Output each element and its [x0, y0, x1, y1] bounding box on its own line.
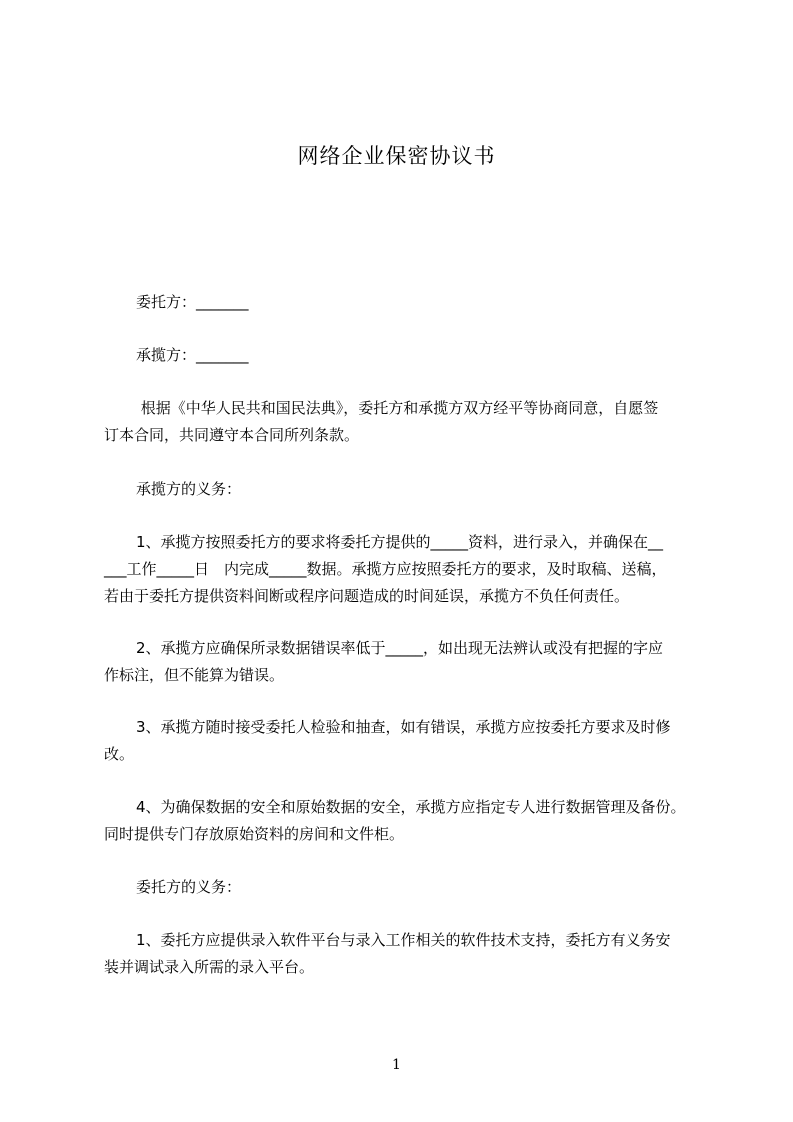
contractor-item-3-line-1: 3、承揽方随时接受委托人检验和抽查，如有错误，承揽方应按委托方要求及时修: [136, 718, 671, 736]
contractor-item-1-line-1: 1、承揽方按照委托方的要求将委托方提供的_____资料，进行录入，并确保在__: [136, 533, 664, 551]
client-item-1-line-1: 1、委托方应提供录入软件平台与录入工作相关的软件技术支持，委托方有义务安: [136, 931, 671, 949]
intro-line-2: 订本合同，共同遵守本合同所列条款。: [104, 426, 360, 444]
contractor-item-1-line-3: 若由于委托方提供资料间断或程序问题造成的时间延误，承揽方不负任何责任。: [104, 587, 630, 605]
client-duties-heading: 委托方的义务：: [136, 878, 242, 896]
contractor-duties-heading: 承揽方的义务：: [136, 480, 242, 498]
document-title: 网络企业保密协议书: [297, 144, 496, 168]
client-item-1-line-2: 装并调试录入所需的录入平台。: [104, 958, 315, 976]
contractor-item-4-line-2: 同时提供专门存放原始资料的房间和文件柜。: [104, 825, 405, 843]
contractor-item-3-line-2: 改。: [104, 745, 135, 763]
contractor-item-2-line-1: 2、承揽方应确保所录数据错误率低于_____，如出现无法辨认或没有把握的字应: [136, 639, 664, 657]
intro-line-1: 根据《中华人民共和国民法典》，委托方和承揽方双方经平等协商同意，自愿签: [136, 399, 659, 417]
page-number: 1: [392, 1057, 401, 1073]
party-contractor-line: 承揽方：_______: [136, 346, 249, 364]
contractor-item-1-line-2: ___工作_____日 内完成_____数据。承揽方应按照委托方的要求，及时取稿、送稿，: [104, 560, 667, 578]
contractor-item-2-line-2: 作标注，但不能算为错误。: [104, 666, 285, 684]
party-client-line: 委托方：_______: [136, 293, 249, 311]
contractor-item-4-line-1: 4、为确保数据的安全和原始数据的安全，承揽方应指定专人进行数据管理及备份。: [136, 798, 686, 816]
